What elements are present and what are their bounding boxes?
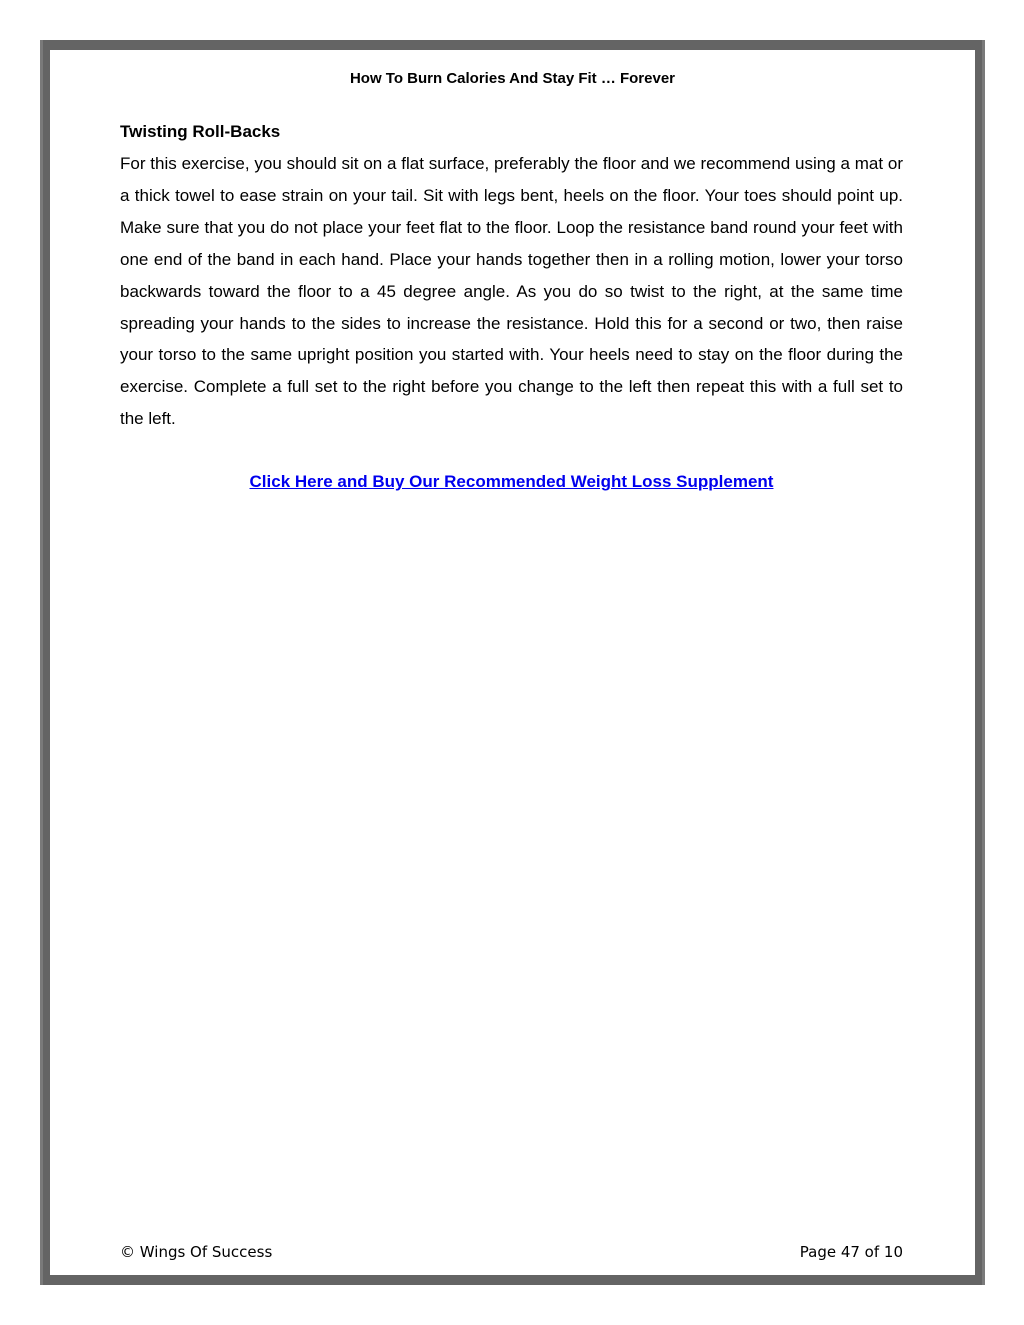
buy-supplement-link[interactable]: Click Here and Buy Our Recommended Weight Loss Supplement: [249, 472, 774, 492]
page-frame: [40, 40, 985, 1285]
body-paragraph: For this exercise, you should sit on a flat surface, preferably the floor and we recommend using a mat or a thick towel to ease strain on your tail. Sit with legs bent, heels on the floor. Your toes should point up. Make sure that you do not place your feet flat to the floor. Loop the resistance band round your feet with one end of the band in each hand. Place your hands together then in a rolling motion, lower your torso backwards toward the floor to a 45 degree angle. As you do so twist to the right, at the same time spreading your hands to the sides to increase the resistance. Hold this for a second or two, then raise your torso to the same upright position you started with. Your heels need to stay on the floor during the exercise. Complete a full set to the right before you change to the left then repeat this with a full set to the left.: [120, 154, 903, 429]
running-header: How To Burn Calories And Stay Fit … Forever: [349, 70, 676, 87]
section-heading: Twisting Roll-Backs: [120, 122, 281, 141]
page-number: Page 47 of 10: [799, 1243, 903, 1261]
running-footer: [120, 1243, 903, 1261]
copyright-text: © Wings Of Success: [120, 1243, 273, 1261]
page-content: [120, 116, 903, 498]
